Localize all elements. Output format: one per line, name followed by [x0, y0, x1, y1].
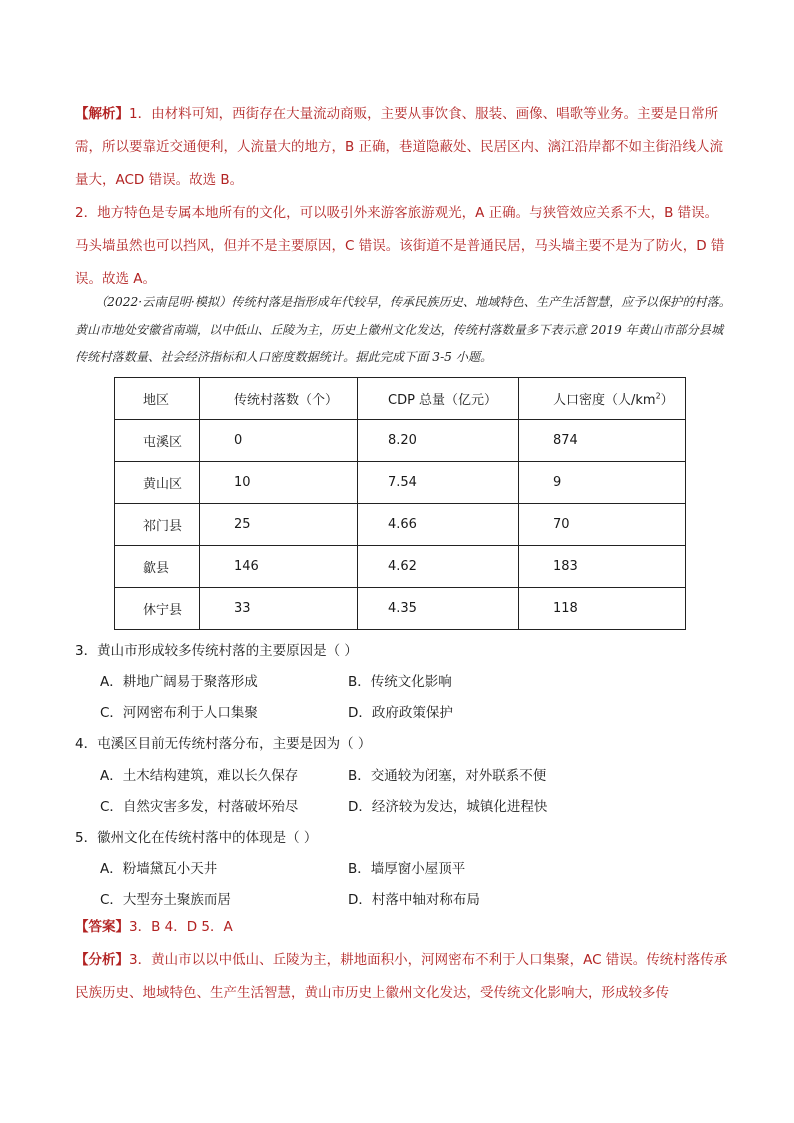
density-header-close: ）: [660, 393, 674, 408]
table-cell: 歙县: [115, 546, 200, 588]
question-5-option-a: A．粉墙黛瓦小天井: [100, 861, 218, 877]
table-cell: 0: [200, 420, 358, 462]
table-cell: 874: [519, 420, 686, 462]
analysis-paragraph-1: [75, 98, 730, 197]
question-3-option-b: B．传统文化影响: [348, 674, 452, 690]
question-4-option-d: D．经济较为发达，城镇化进程快: [348, 799, 548, 815]
answer-label: 【答案】: [75, 919, 129, 935]
table-cell: 祁门县: [115, 504, 200, 546]
intro-text: （2022·云南昆明·模拟）传统村落是指形成年代较早，传承民族历史、地域特色、生产生活智慧，应予以保护的村落。黄山市地处安徽省南端，以中低山、丘陵为主，历史上徽州文化发达，传统村落数量多下表示意 2019 年黄山市部分县城传统村落数量、社会经济指标和人口密度数据统计。据此完成下面 3-5 小题。: [75, 295, 731, 364]
question-3-option-a: A．耕地广阔易于聚落形成: [100, 674, 258, 690]
table-header-cell: 地区: [115, 378, 200, 420]
question-4-option-b: B．交通较为闭塞，对外联系不便: [348, 768, 547, 784]
table-row: [115, 462, 686, 504]
table-cell: 7.54: [358, 462, 519, 504]
question-intro: [75, 289, 735, 372]
table-cell: 146: [200, 546, 358, 588]
density-header-sup: 2: [655, 391, 661, 401]
table-row: [115, 420, 686, 462]
table-cell: 8.20: [358, 420, 519, 462]
table-header-cell: CDP 总量（亿元）: [358, 378, 519, 420]
answer-text: 3．B 4．D 5．A: [129, 919, 233, 935]
table-row: [115, 504, 686, 546]
table-header-cell: 传统村落数（个）: [200, 378, 358, 420]
question-5-option-d: D．村落中轴对称布局: [348, 892, 480, 908]
fenxi-paragraph: [75, 944, 730, 1010]
analysis-text-2: 2．地方特色是专属本地所有的文化，可以吸引外来游客旅游观光，A 正确。与狭管效应关系不大，B 错误。马头墙虽然也可以挡风，但并不是主要原因，C 错误。该街道不是普通民居，马头墙主要不是为了防火，D 错误。故选 A。: [75, 205, 725, 287]
table-header-row: [115, 378, 686, 420]
analysis-text-1: 1．由材料可知，西街存在大量流动商贩，主要从事饮食、服装、画像、唱歌等业务。主要是日常所需，所以要靠近交通便利，人流量大的地方，B 正确，巷道隐蔽处、民居区内、漓江沿岸都不如主街沿线人流量大，ACD 错误。故选 B。: [75, 106, 724, 188]
question-4-stem: 4．屯溪区目前无传统村落分布，主要是因为（ ）: [75, 736, 372, 752]
fenxi-text: 3．黄山市以以中低山、丘陵为主，耕地面积小，河网密布不利于人口集聚，AC 错误。传统村落传承民族历史、地域特色、生产生活智慧，黄山市历史上徽州文化发达，受传统文化影响大，形成较多传: [75, 952, 728, 1001]
question-4-option-c: C．自然灾害多发，村落破坏殆尽: [100, 799, 299, 815]
question-5-option-b: B．墙厚窗小屋顶平: [348, 861, 466, 877]
question-5-stem: 5．徽州文化在传统村落中的体现是（ ）: [75, 830, 318, 846]
table-cell: 70: [519, 504, 686, 546]
table-row: [115, 546, 686, 588]
table-cell: 183: [519, 546, 686, 588]
table-cell: 4.62: [358, 546, 519, 588]
question-5-option-c: C．大型夯土聚族而居: [100, 892, 231, 908]
question-4-option-a: A．土木结构建筑，难以长久保存: [100, 768, 299, 784]
analysis-label: 【解析】: [75, 106, 129, 122]
data-table: [114, 377, 686, 630]
analysis-paragraph-2: [75, 197, 730, 296]
table-cell: 118: [519, 588, 686, 630]
question-3-stem: 3．黄山市形成较多传统村落的主要原因是（ ）: [75, 643, 358, 659]
table-cell: 屯溪区: [115, 420, 200, 462]
table-cell: 4.35: [358, 588, 519, 630]
table-header-cell: [519, 378, 686, 420]
density-header-text: 人口密度（人/km: [553, 393, 656, 408]
question-3-option-c: C．河网密布利于人口集聚: [100, 705, 258, 721]
answer-line: [75, 915, 233, 935]
fenxi-label: 【分析】: [75, 952, 129, 968]
table-cell: 25: [200, 504, 358, 546]
table-cell: 4.66: [358, 504, 519, 546]
table-cell: 10: [200, 462, 358, 504]
question-3-option-d: D．政府政策保护: [348, 705, 453, 721]
table-row: [115, 588, 686, 630]
table-cell: 休宁县: [115, 588, 200, 630]
table-cell: 黄山区: [115, 462, 200, 504]
table-cell: 33: [200, 588, 358, 630]
table-cell: 9: [519, 462, 686, 504]
